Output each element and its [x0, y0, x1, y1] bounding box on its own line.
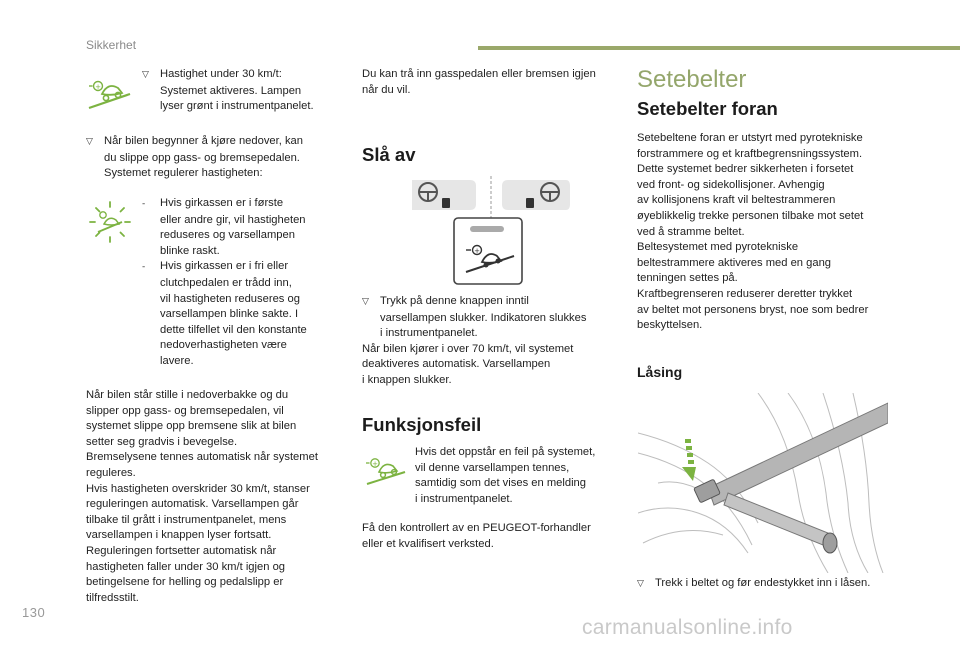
svg-text:+: + — [95, 83, 101, 91]
heading-sla-av: Slå av — [362, 144, 416, 165]
fault-description: Hvis det oppstår en feil på systemet, vil denne varsellampen tennes, samtidig som det vises en melding i instrumentpanelet. — [415, 446, 596, 505]
page-number: 130 — [22, 605, 46, 620]
hill-descent-flashing-icon — [88, 200, 132, 249]
header-accent-bar — [478, 46, 960, 50]
lock-instruction: ▽ Trekk i beltet og før endestykket inn i låsen. — [637, 576, 917, 593]
seatbelt-paragraph: Setebeltene foran er utstyrt med pyrotekniske forstrammere og et kraftbegrensningssystem. Dette systemet bedrer sikkerheten i forsetet ved front- og sidekollisjoner. Avhengig av kollisjonens kraft vil beltestrammeren øyeblikkelig trekke personen tilbake mot setet ved å stramme beltet. Beltesystemet med pyrotekniske beltestrammere aktiveres med en gang tenningen settes på. Kraftbegrenseren reduserer deretter trykket av beltet mot personens bryst, noe som bedrer beskyttelsen. — [637, 132, 869, 332]
item-speed-under-30: ▽ Hastighet under 30 km/t: Systemet aktiveres. Lampen lyser grønt i instrumentpanelet. — [142, 68, 314, 113]
heading-funksjonsfeil: Funksjonsfeil — [362, 414, 482, 435]
heading-lasing: Låsing — [637, 364, 683, 380]
item-descent: ▽ Når bilen begynner å kjøre nedover, kan du slippe opp gass- og bremsepedalen. Systemet regulerer hastigheten: — [86, 135, 304, 180]
dash-glyph: - — [142, 199, 146, 209]
dashboard-illustration — [410, 176, 572, 291]
dash-list: - Hvis girkassen er i første eller andre gir, vil hastigheten reduseres og varsellampen blinke raskt. - Hvis girkassen er i fri eller clutchpedalen er trådd inn, vil hastigheten reduseres og varsellampen blinke sakte. I dette tilfellet vil den konstante nedoverhastigheten være lavere. — [142, 197, 307, 367]
seat-belt-illustration — [638, 393, 888, 578]
hill-descent-fault-icon — [364, 456, 408, 493]
col1-paragraph: Når bilen står stille i nedoverbakke og du slipper opp gass- og bremsepedalen, vil systemet slippe opp bremsene slik at bilen setter seg gradvis i bevegelse. Bremselysene tennes automatisk når systemet reguleres. Hvis hastigheten overskrider 30 km/t, stanser reguleringen automatisk. Varsellampen går tilbake til grått i instrumentpanelet, mens varsellampen i knappen lyser fortsatt. Reguleringen fortsetter automatisk når hastigheten faller under 30 km/t igjen og betingelsene for helling og pedalslipp er tilfredsstilt. — [86, 389, 318, 604]
watermark: carmanualsonline.info — [582, 616, 793, 639]
bullet-icon: ▽ — [637, 579, 644, 589]
section-label: Sikkerhet — [86, 38, 137, 52]
page-title: Setebelter — [637, 66, 747, 93]
svg-text:+: + — [372, 460, 378, 468]
press-button-instruction: ▽ Trykk på denne knappen inntil varsellampen slukker. Indikatoren slukkes i instrumentpanelet. Når bilen kjører i over 70 km/t, vil systemet deaktiveres automatisk. Varsellampen i knappen slukker. — [362, 295, 587, 386]
hill-descent-green-icon — [86, 78, 134, 117]
bullet-icon: ▽ — [362, 297, 369, 307]
dash-glyph: - — [142, 262, 146, 273]
col2-intro: Du kan trå inn gasspedalen eller bremsen igjen når du vil. — [362, 68, 596, 96]
bullet-icon: ▽ — [142, 70, 149, 80]
dealer-check-text: Få den kontrollert av en PEUGEOT-forhandler eller et kvalifisert verksted. — [362, 522, 591, 550]
svg-text:+: + — [474, 247, 480, 255]
bullet-icon: ▽ — [86, 137, 93, 147]
subtitle-setebelter-foran: Setebelter foran — [637, 98, 778, 119]
